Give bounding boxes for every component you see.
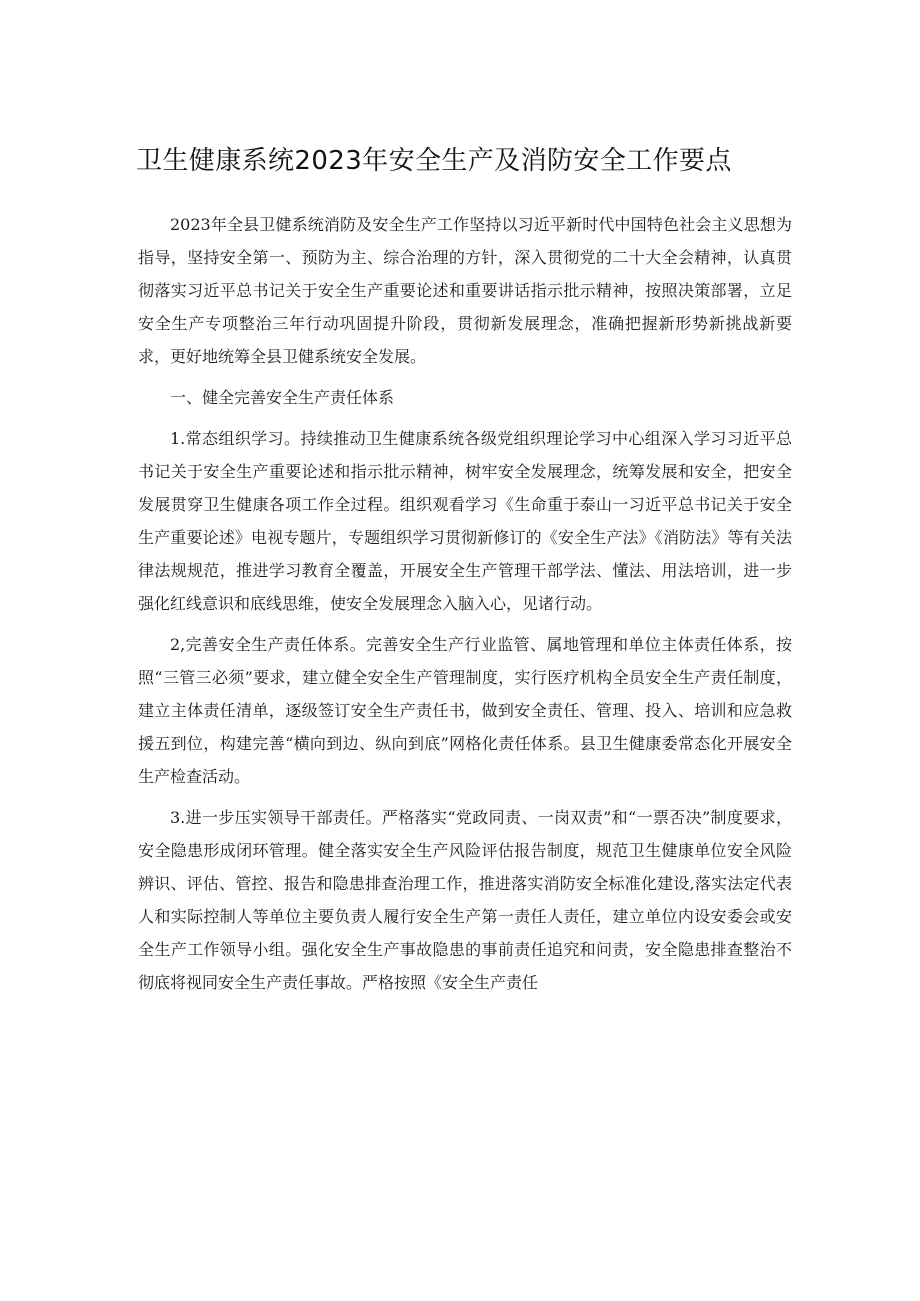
item-paragraph-1: 1.常态组织学习。持续推动卫生健康系统各级党组织理论学习中心组深入学习习近平总书记关于安全生产重要论述和指示批示精神，树牢安全发展理念，统筹发展和安全，把安全发展贯穿卫生健康各项工作全过程。组织观看学习《生命重于泰山一习近平总书记关于安全生产重要论述》电视专题片，专题组织学习贯彻新修订的《安全生产法》《消防法》等有关法律法规规范，推进学习教育全覆盖，开展安全生产管理干部学法、懂法、用法培训，进一步强化红线意识和底线思维，使安全发展理念入脑入心，见诸行动。 (138, 429, 792, 613)
item-paragraph-3: 3.进一步压实领导干部责任。严格落实“党政同责、一岗双责”和“一票否决”制度要求，安全隐患形成闭环管理。健全落实安全生产风险评估报告制度，规范卫生健康单位安全风险辨识、评估、管控、报告和隐患排查治理工作，推进落实消防安全标准化建设,落实法定代表人和实际控制人等单位主要负责人履行安全生产第一责任人责任，建立单位内设安委会或安全生产工作领导小组。强化安全生产事故隐患的事前责任追究和问责，安全隐患排查整治不彻底将视同安全生产责任事故。严格按照《安全生产责任 (138, 808, 792, 992)
intro-paragraph: 2023年全县卫健系统消防及安全生产工作坚持以习近平新时代中国特色社会主义思想为指导，坚持安全第一、预防为主、综合治理的方针，深入贯彻党的二十大全会精神，认真贯彻落实习近平总书记关于安全生产重要论述和重要讲话指示批示精神，按照决策部署，立足安全生产专项整治三年行动巩固提升阶段，贯彻新发展理念，准确把握新形势新挑战新要求，更好地统筹全县卫健系统安全发展。 (138, 215, 792, 366)
item-paragraph-2: 2,完善安全生产责任体系。完善安全生产行业监管、属地管理和单位主体责任体系，按照“三管三必须”要求，建立健全安全生产管理制度，实行医疗机构全员安全生产责任制度，建立主体责任清单，逐级签订安全生产责任书，做到安全责任、管理、投入、培训和应急救援五到位，构建完善“横向到边、纵向到底”网格化责任体系。县卫生健康委常态化开展安全生产检查活动。 (138, 635, 792, 786)
section-heading-1: 一、健全完善安全生产责任体系 (170, 388, 395, 407)
document-title: 卫生健康系统2023年安全生产及消防安全工作要点 (136, 146, 732, 176)
document-body (138, 208, 792, 1007)
